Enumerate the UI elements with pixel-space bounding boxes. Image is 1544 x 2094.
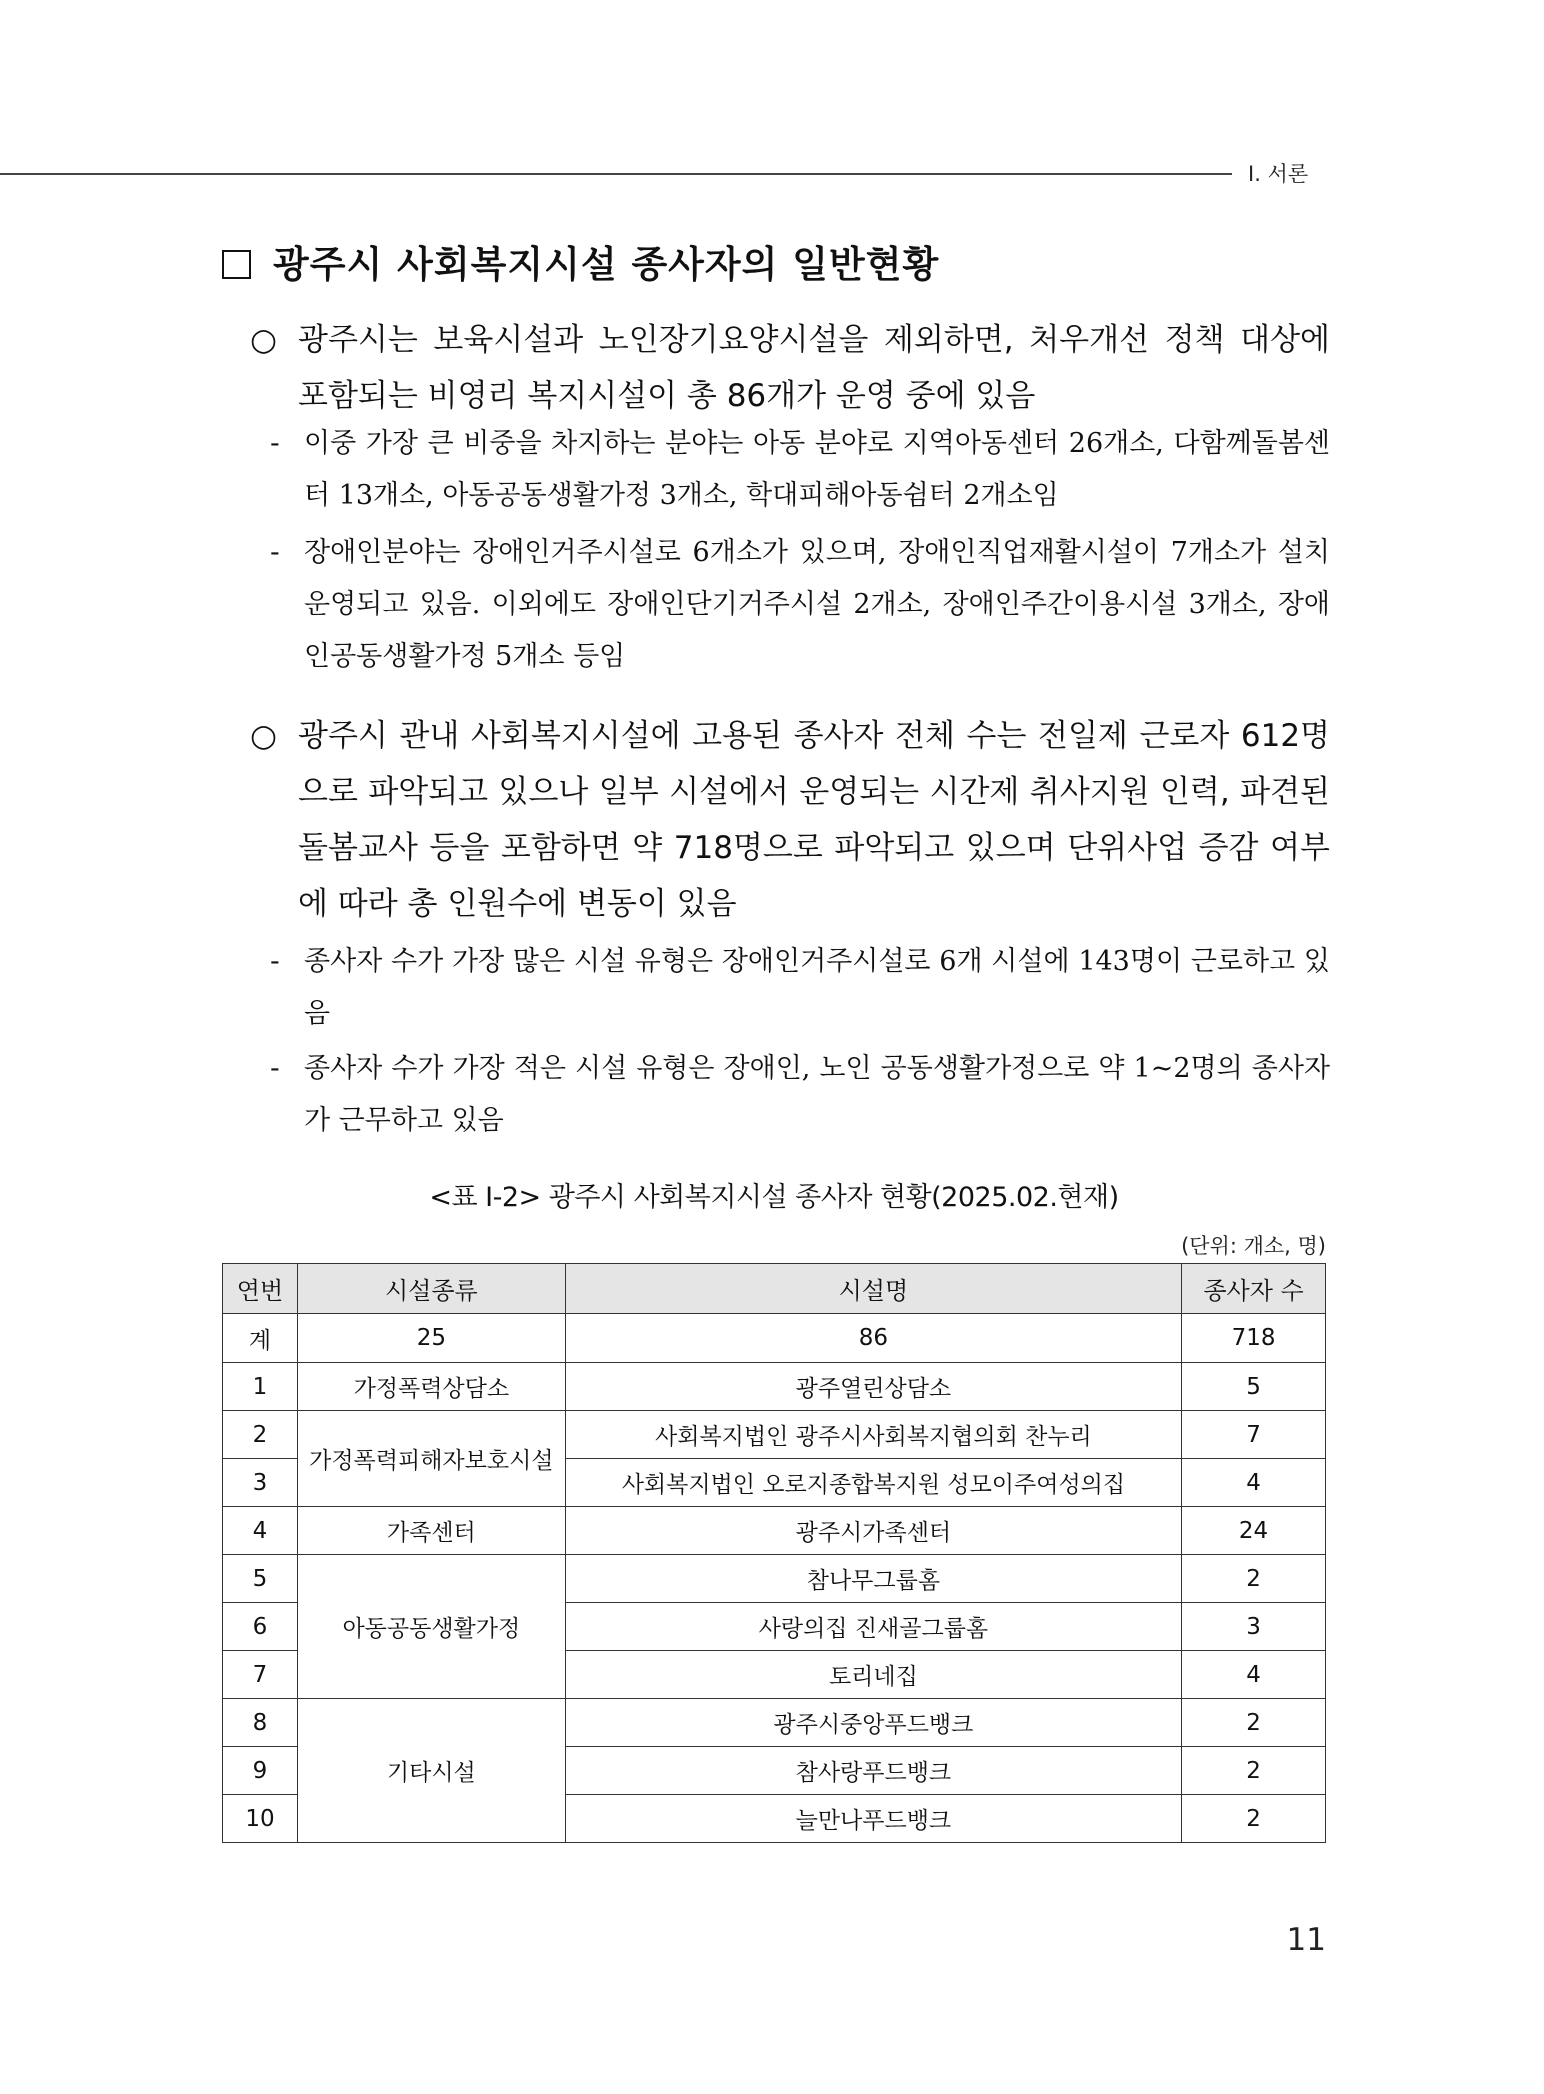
header-no: 연번 xyxy=(223,1264,298,1314)
facility-name: 광주열린상담소 xyxy=(565,1363,1181,1411)
table-unit: (단위: 개소, 명) xyxy=(1181,1234,1326,1258)
row-no: 2 xyxy=(223,1411,298,1459)
facility-name: 사회복지법인 광주시사회복지협의회 찬누리 xyxy=(565,1411,1181,1459)
worker-count: 24 xyxy=(1182,1507,1326,1555)
row-no: 6 xyxy=(223,1603,298,1651)
facility-type: 가정폭력피해자보호시설 xyxy=(297,1411,565,1507)
table-total-row xyxy=(223,1314,1326,1363)
row-no: 3 xyxy=(223,1459,298,1507)
worker-count: 2 xyxy=(1182,1795,1326,1843)
row-no: 1 xyxy=(223,1363,298,1411)
header-rule xyxy=(0,173,1232,175)
bullet-text-2: 광주시 관내 사회복지시설에 고용된 종사자 전체 수는 전일제 근로자 612명으로 파악되고 있으나 일부 시설에서 운영되는 시간제 취사지원 인력, 파견된 돌봄교사 등을 포함하면 약 718명으로 파악되고 있으며 단위사업 증감 여부에 따라 총 인원수에 변동이 있음 xyxy=(298,718,1330,922)
bullet-item-1 xyxy=(250,312,1330,424)
facility-type: 가족센터 xyxy=(297,1507,565,1555)
row-no: 10 xyxy=(223,1795,298,1843)
facility-type: 아동공동생활가정 xyxy=(297,1555,565,1699)
total-label: 계 xyxy=(223,1314,298,1363)
row-no: 7 xyxy=(223,1651,298,1699)
sub-item-2-2 xyxy=(270,1043,1330,1147)
worker-count: 5 xyxy=(1182,1363,1326,1411)
header-name: 시설명 xyxy=(565,1264,1181,1314)
table-row xyxy=(223,1555,1326,1603)
total-types: 25 xyxy=(297,1314,565,1363)
worker-count: 3 xyxy=(1182,1603,1326,1651)
facility-name: 참사랑푸드뱅크 xyxy=(565,1747,1181,1795)
sub-item-2-1 xyxy=(270,936,1330,1040)
circle-bullet-icon: ○ xyxy=(250,322,278,358)
section-title-text: 광주시 사회복지시설 종사자의 일반현황 xyxy=(273,243,940,286)
facility-name: 광주시중앙푸드뱅크 xyxy=(565,1699,1181,1747)
worker-count: 4 xyxy=(1182,1651,1326,1699)
row-no: 4 xyxy=(223,1507,298,1555)
facility-name: 참나무그룹홈 xyxy=(565,1555,1181,1603)
sub-text-1-2: 장애인분야는 장애인거주시설로 6개소가 있으며, 장애인직업재활시설이 7개소가 설치 운영되고 있음. 이외에도 장애인단기거주시설 2개소, 장애인주간이용시설 3개소, 장애인공동생활가정 5개소 등임 xyxy=(304,537,1330,672)
dash-bullet-icon: - xyxy=(270,428,280,459)
sub-text-2-1: 종사자 수가 가장 많은 시설 유형은 장애인거주시설로 6개 시설에 143명이 근로하고 있음 xyxy=(304,946,1330,1029)
facility-type: 기타시설 xyxy=(297,1699,565,1843)
dash-bullet-icon: - xyxy=(270,1053,280,1084)
facility-name: 늘만나푸드뱅크 xyxy=(565,1795,1181,1843)
row-no: 5 xyxy=(223,1555,298,1603)
row-no: 9 xyxy=(223,1747,298,1795)
facility-table xyxy=(222,1263,1326,1843)
worker-count: 2 xyxy=(1182,1555,1326,1603)
worker-count: 2 xyxy=(1182,1747,1326,1795)
table-row xyxy=(223,1699,1326,1747)
row-no: 8 xyxy=(223,1699,298,1747)
sub-text-2-2: 종사자 수가 가장 적은 시설 유형은 장애인, 노인 공동생활가정으로 약 1~2명의 종사자가 근무하고 있음 xyxy=(304,1053,1330,1136)
total-workers: 718 xyxy=(1182,1314,1326,1363)
total-facilities: 86 xyxy=(565,1314,1181,1363)
dash-bullet-icon: - xyxy=(270,537,280,568)
worker-count: 2 xyxy=(1182,1699,1326,1747)
bullet-item-2 xyxy=(250,708,1330,932)
table-row xyxy=(223,1363,1326,1411)
worker-count: 4 xyxy=(1182,1459,1326,1507)
facility-name: 사랑의집 진새골그룹홈 xyxy=(565,1603,1181,1651)
sub-item-1-1 xyxy=(270,418,1330,522)
worker-count: 7 xyxy=(1182,1411,1326,1459)
table-caption: <표 Ⅰ-2> 광주시 사회복지시설 종사자 현황(2025.02.현재) xyxy=(429,1182,1119,1213)
dash-bullet-icon: - xyxy=(270,946,280,977)
facility-name: 토리네집 xyxy=(565,1651,1181,1699)
circle-bullet-icon: ○ xyxy=(250,718,278,754)
facility-type: 가정폭력상담소 xyxy=(297,1363,565,1411)
header-type: 시설종류 xyxy=(297,1264,565,1314)
table-row xyxy=(223,1507,1326,1555)
table-row xyxy=(223,1411,1326,1459)
facility-name: 사회복지법인 오로지종합복지원 성모이주여성의집 xyxy=(565,1459,1181,1507)
table-header-row xyxy=(223,1264,1326,1314)
section-title xyxy=(222,234,1342,288)
facility-name: 광주시가족센터 xyxy=(565,1507,1181,1555)
bullet-text-1: 광주시는 보육시설과 노인장기요양시설을 제외하면, 처우개선 정책 대상에 포함되는 비영리 복지시설이 총 86개가 운영 중에 있음 xyxy=(298,322,1330,414)
running-head: Ⅰ. 서론 xyxy=(1248,162,1309,186)
sub-text-1-1: 이중 가장 큰 비중을 차지하는 분야는 아동 분야로 지역아동센터 26개소, 다함께돌봄센터 13개소, 아동공동생활가정 3개소, 학대피해아동쉼터 2개소임 xyxy=(304,428,1330,511)
page-number: 11 xyxy=(1286,1922,1326,1958)
square-bullet-icon xyxy=(222,250,251,279)
header-count: 종사자 수 xyxy=(1182,1264,1326,1314)
sub-item-1-2 xyxy=(270,527,1330,683)
